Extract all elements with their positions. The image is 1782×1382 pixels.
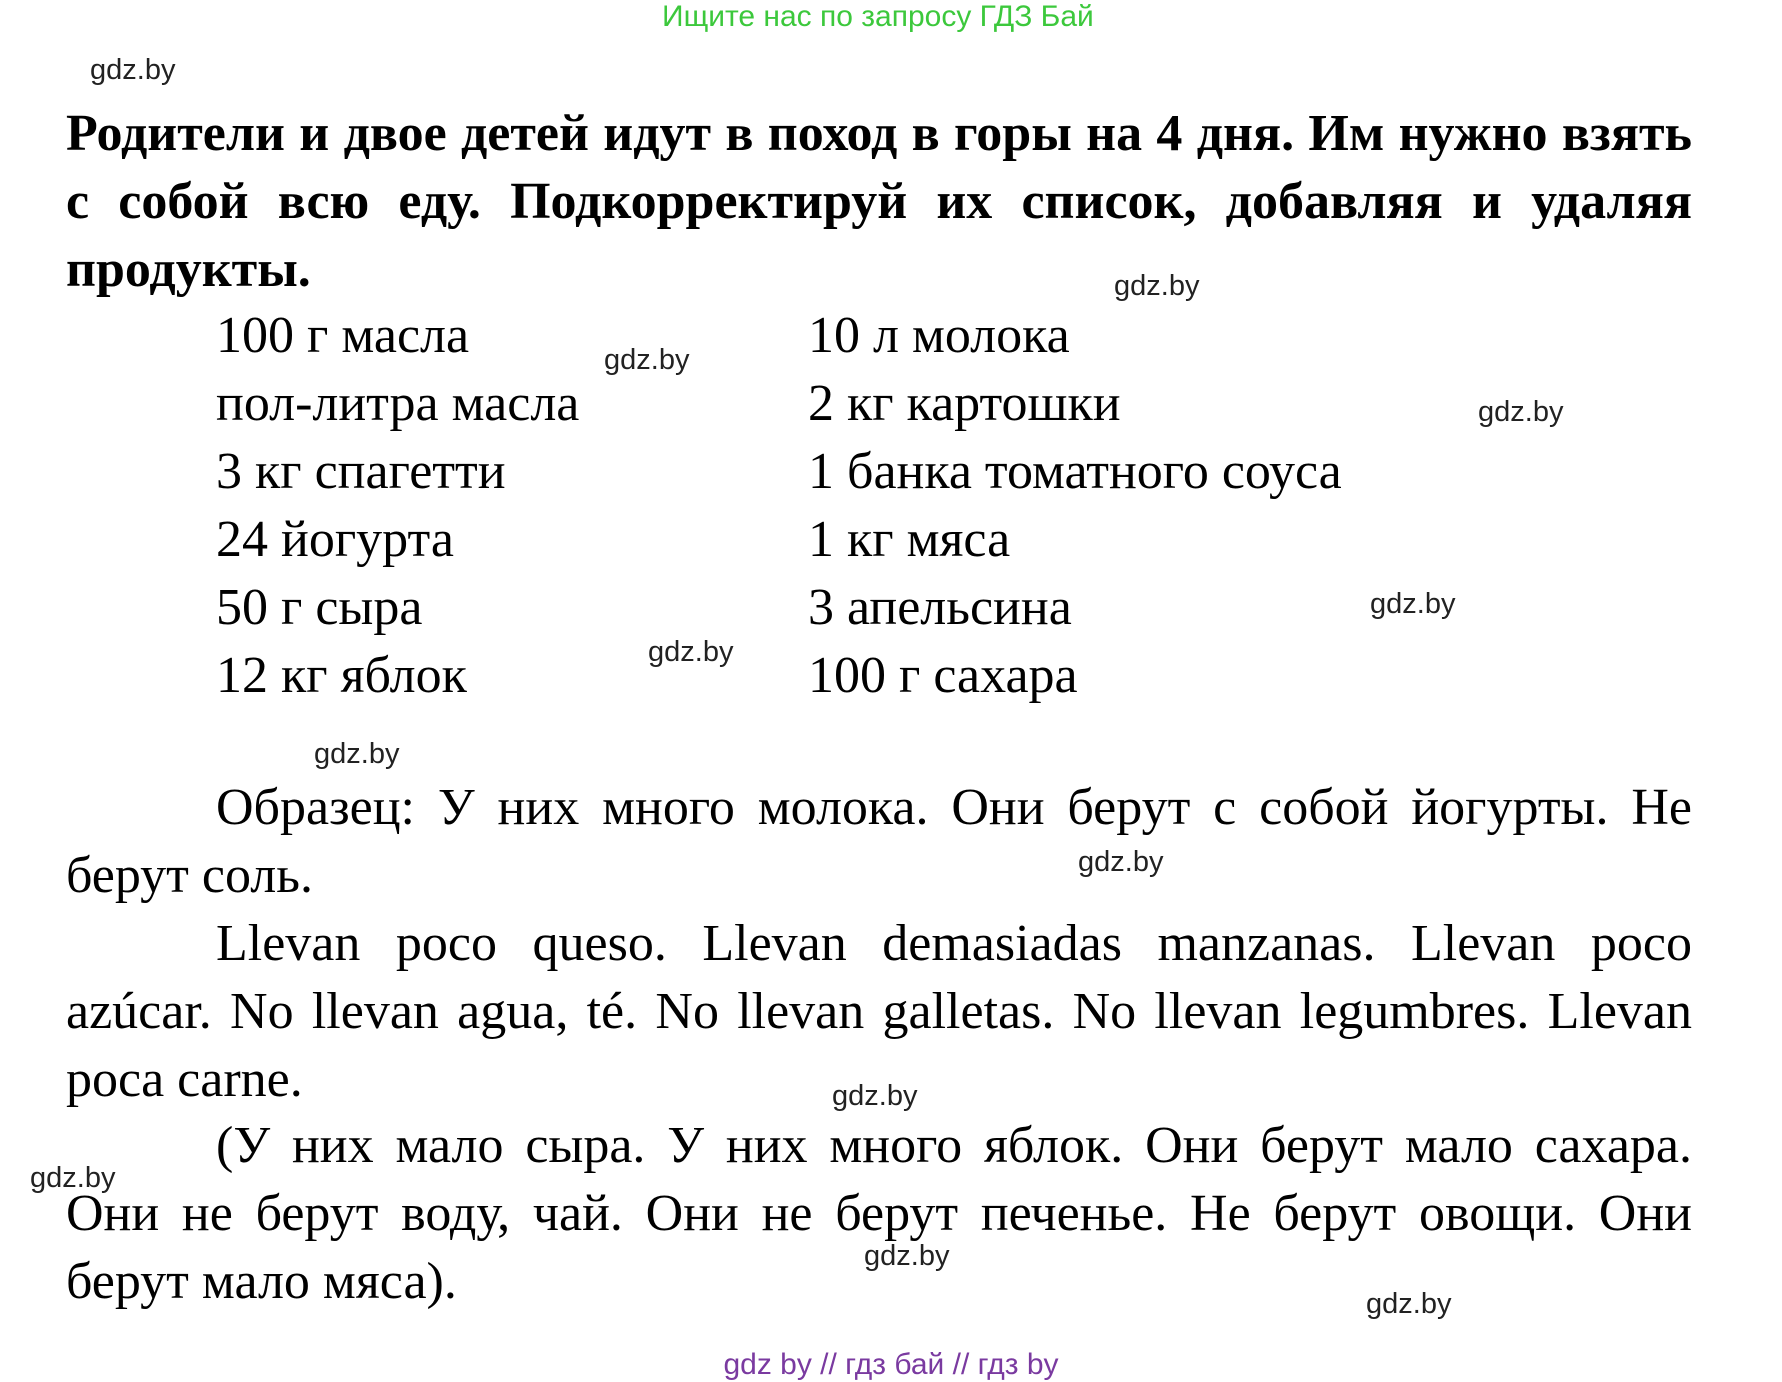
watermark: gdz.by [1370,588,1456,620]
footer-links: gdz by // гдз бай // гдз by [723,1348,1059,1381]
list-item: 1 банка томатного соуса [808,443,1342,500]
watermark: gdz.by [648,636,734,668]
watermark: gdz.by [864,1240,950,1272]
list-item: пол-литра масла [216,375,580,432]
watermark: gdz.by [1114,270,1200,302]
list-item: 3 кг спагетти [216,443,506,500]
watermark: gdz.by [314,738,400,770]
list-item: 2 кг картошки [808,375,1121,432]
watermark: gdz.by [1366,1288,1452,1320]
food-list-left-column [216,302,579,710]
top-banner: Ищите нас по запросу ГДЗ Бай [662,0,1094,33]
watermark: gdz.by [1078,846,1164,878]
list-item: 24 йогурта [216,511,454,568]
list-item: 3 апельсина [808,579,1072,636]
watermark: gdz.by [1478,396,1564,428]
list-item: 100 г сахара [808,647,1078,704]
watermark: gdz.by [90,54,176,86]
watermark: gdz.by [832,1080,918,1112]
list-item: 50 г сыра [216,579,423,636]
list-item: 1 кг мяса [808,511,1011,568]
watermark: gdz.by [604,344,690,376]
list-item: 12 кг яблок [216,647,467,704]
list-item: 10 л молока [808,307,1070,364]
answer-russian-paragraph: (У них мало сыра. У них много яблок. Они берут мало сахара. Они не берут воду, чай. Они не берут печенье. Не берут овощи. Они берут мало мяса). [66,1117,1692,1310]
list-item: 100 г масла [216,307,470,364]
food-list-right-column [808,302,1342,710]
watermark: gdz.by [30,1162,116,1194]
example-paragraph: Образец: У них много молока. Они берут с собой йогурты. Не берут соль. [66,779,1692,904]
answer-spanish-paragraph: Llevan poco queso. Llevan demasiadas manzanas. Llevan poco azúcar. No llevan agua, té. No llevan galletas. No llevan legumbres. Llevan poca carne. [66,915,1692,1108]
task-text: Родители и двое детей идут в поход в горы на 4 дня. Им нужно взять с собой всю еду. Подкорректируй их список, добавляя и удаляя продукты. [66,105,1692,298]
